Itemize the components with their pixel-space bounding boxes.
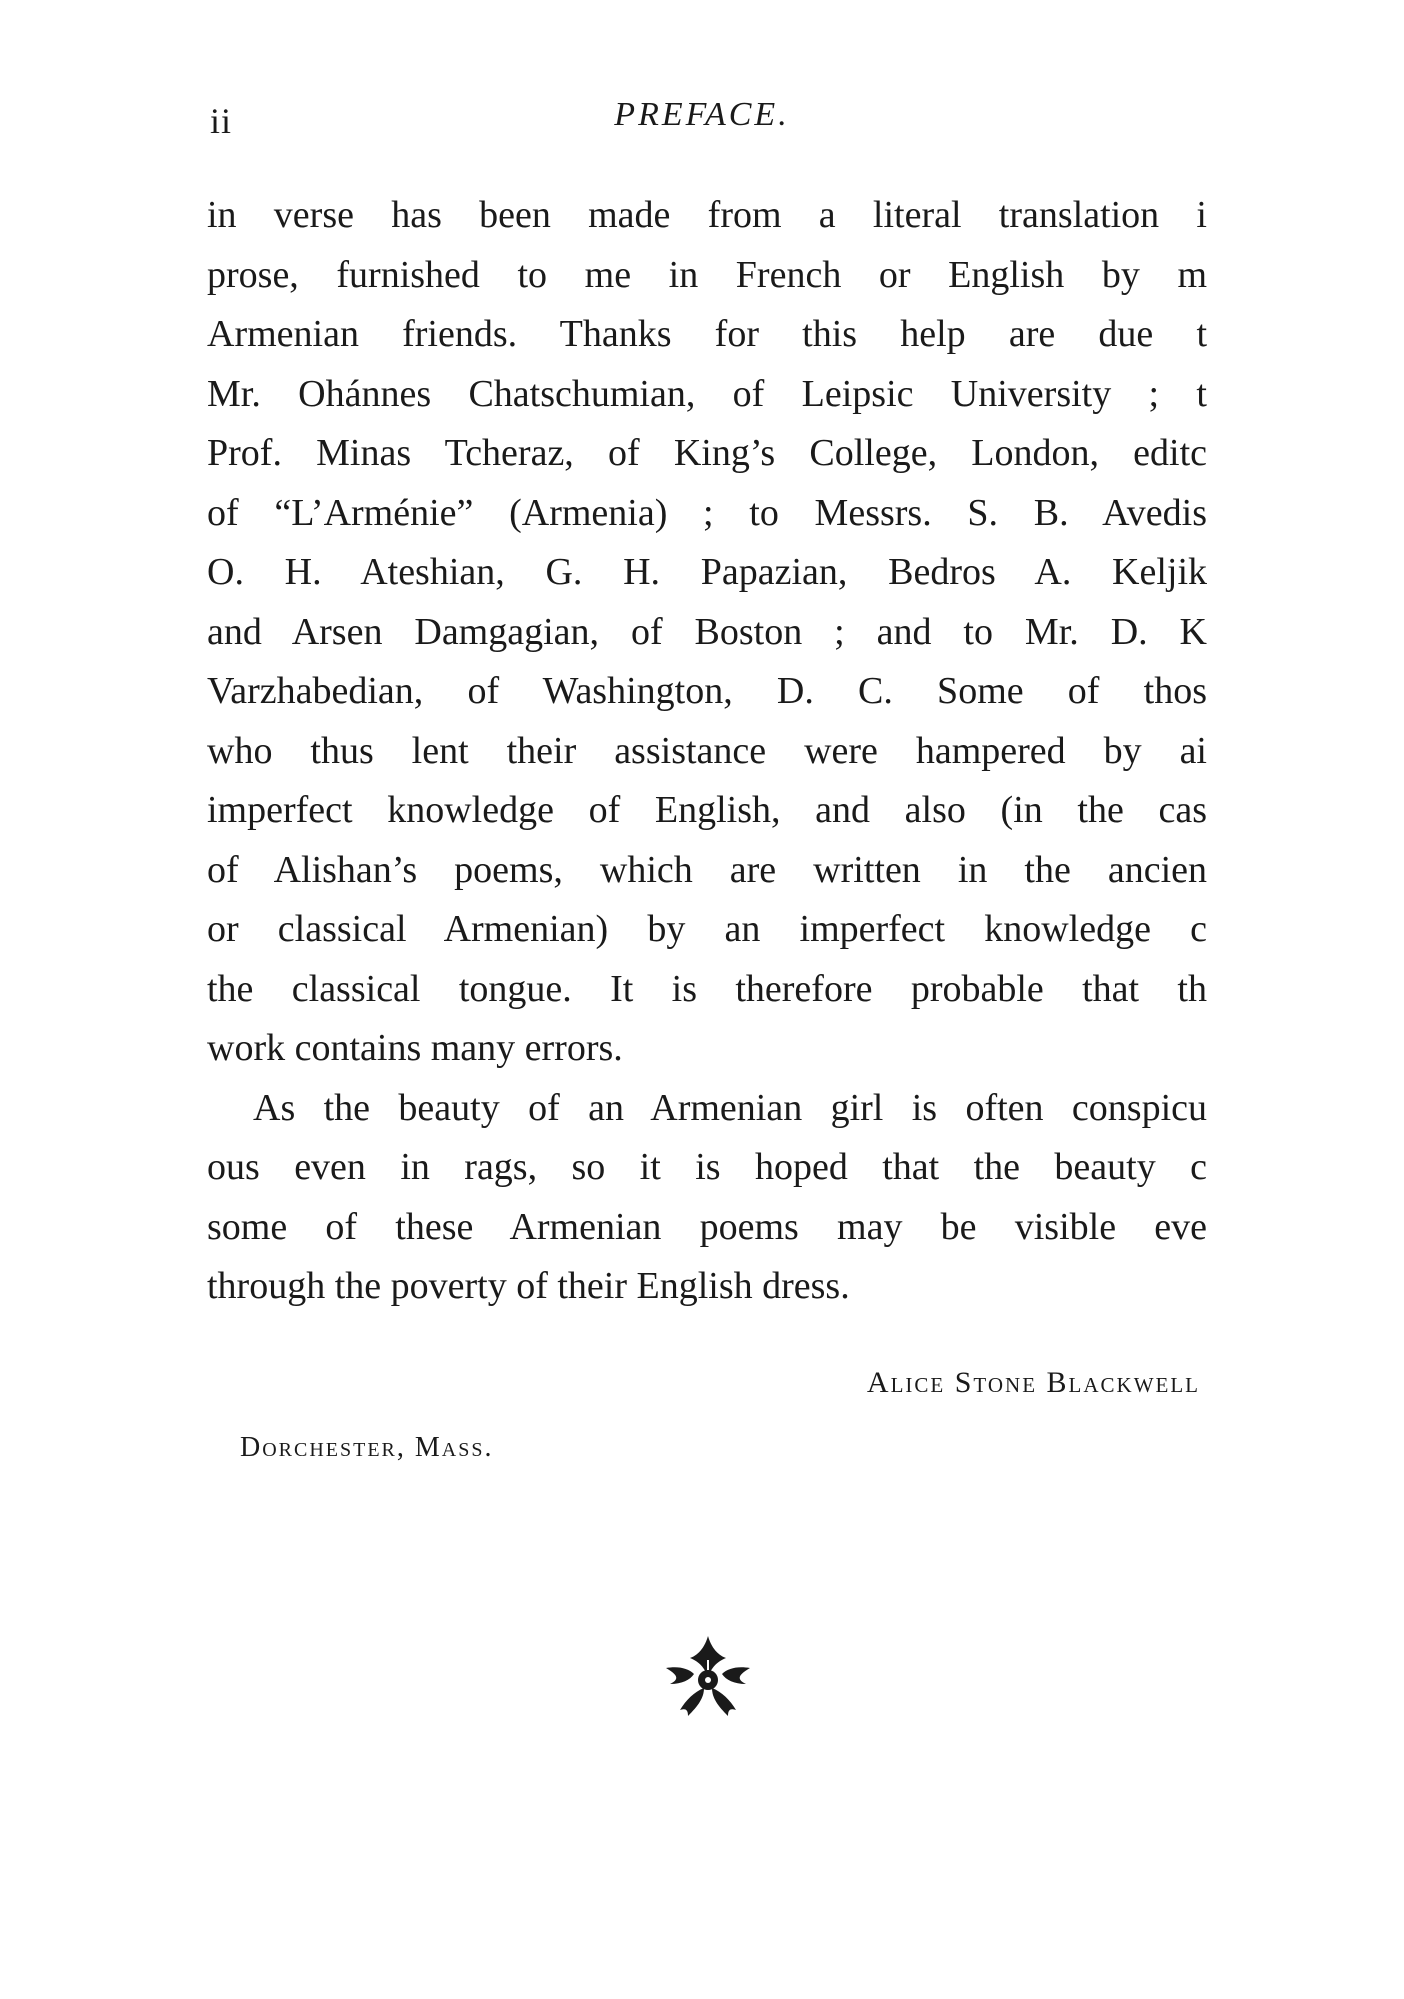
- text-line: O. H. Ateshian, G. H. Papazian, Bedros A. Keljik: [207, 551, 1207, 593]
- paragraph-1: [207, 186, 1207, 1079]
- text-line: imperfect knowledge of English, and also (in the cas: [207, 789, 1207, 831]
- page-number: ii: [210, 101, 233, 141]
- text-line: of “L’Arménie” (Armenia) ; to Messrs. S. B. Avedis: [207, 491, 1207, 534]
- text-line: As the beauty of an Armenian girl is often conspicu: [253, 1086, 1207, 1129]
- preface-body: [207, 186, 1207, 1317]
- text-line: ous even in rags, so it is hoped that the beauty c: [207, 1146, 1207, 1188]
- running-head: PREFACE.: [614, 96, 790, 133]
- text-line: work contains many errors.: [207, 1027, 623, 1069]
- text-line: through the poverty of their English dress.: [207, 1265, 850, 1307]
- text-line: Armenian friends. Thanks for this help are due t: [207, 313, 1207, 355]
- text-line: who thus lent their assistance were hampered by ai: [207, 729, 1207, 772]
- author-signature: Alice Stone Blackwell: [866, 1366, 1200, 1399]
- floral-ornament-icon: [660, 1632, 756, 1720]
- place-line: Dorchester, Mass.: [240, 1432, 494, 1463]
- text-line: Prof. Minas Tcheraz, of King’s College, London, editc: [207, 432, 1207, 474]
- text-line: or classical Armenian) by an imperfect knowledge c: [207, 908, 1207, 950]
- text-line: of Alishan’s poems, which are written in the ancien: [207, 848, 1207, 891]
- text-line: in verse has been made from a literal translation i: [207, 194, 1207, 236]
- text-line: Mr. Ohánnes Chatschumian, of Leipsic University ; t: [207, 372, 1207, 415]
- text-line: some of these Armenian poems may be visible eve: [207, 1205, 1207, 1248]
- paragraph-2: [207, 1079, 1207, 1317]
- text-line: and Arsen Damgagian, of Boston ; and to Mr. D. K: [207, 610, 1207, 653]
- text-line: prose, furnished to me in French or English by m: [207, 253, 1207, 296]
- text-line: Varzhabedian, of Washington, D. C. Some of thos: [207, 670, 1207, 712]
- text-line: the classical tongue. It is therefore probable that th: [207, 967, 1207, 1010]
